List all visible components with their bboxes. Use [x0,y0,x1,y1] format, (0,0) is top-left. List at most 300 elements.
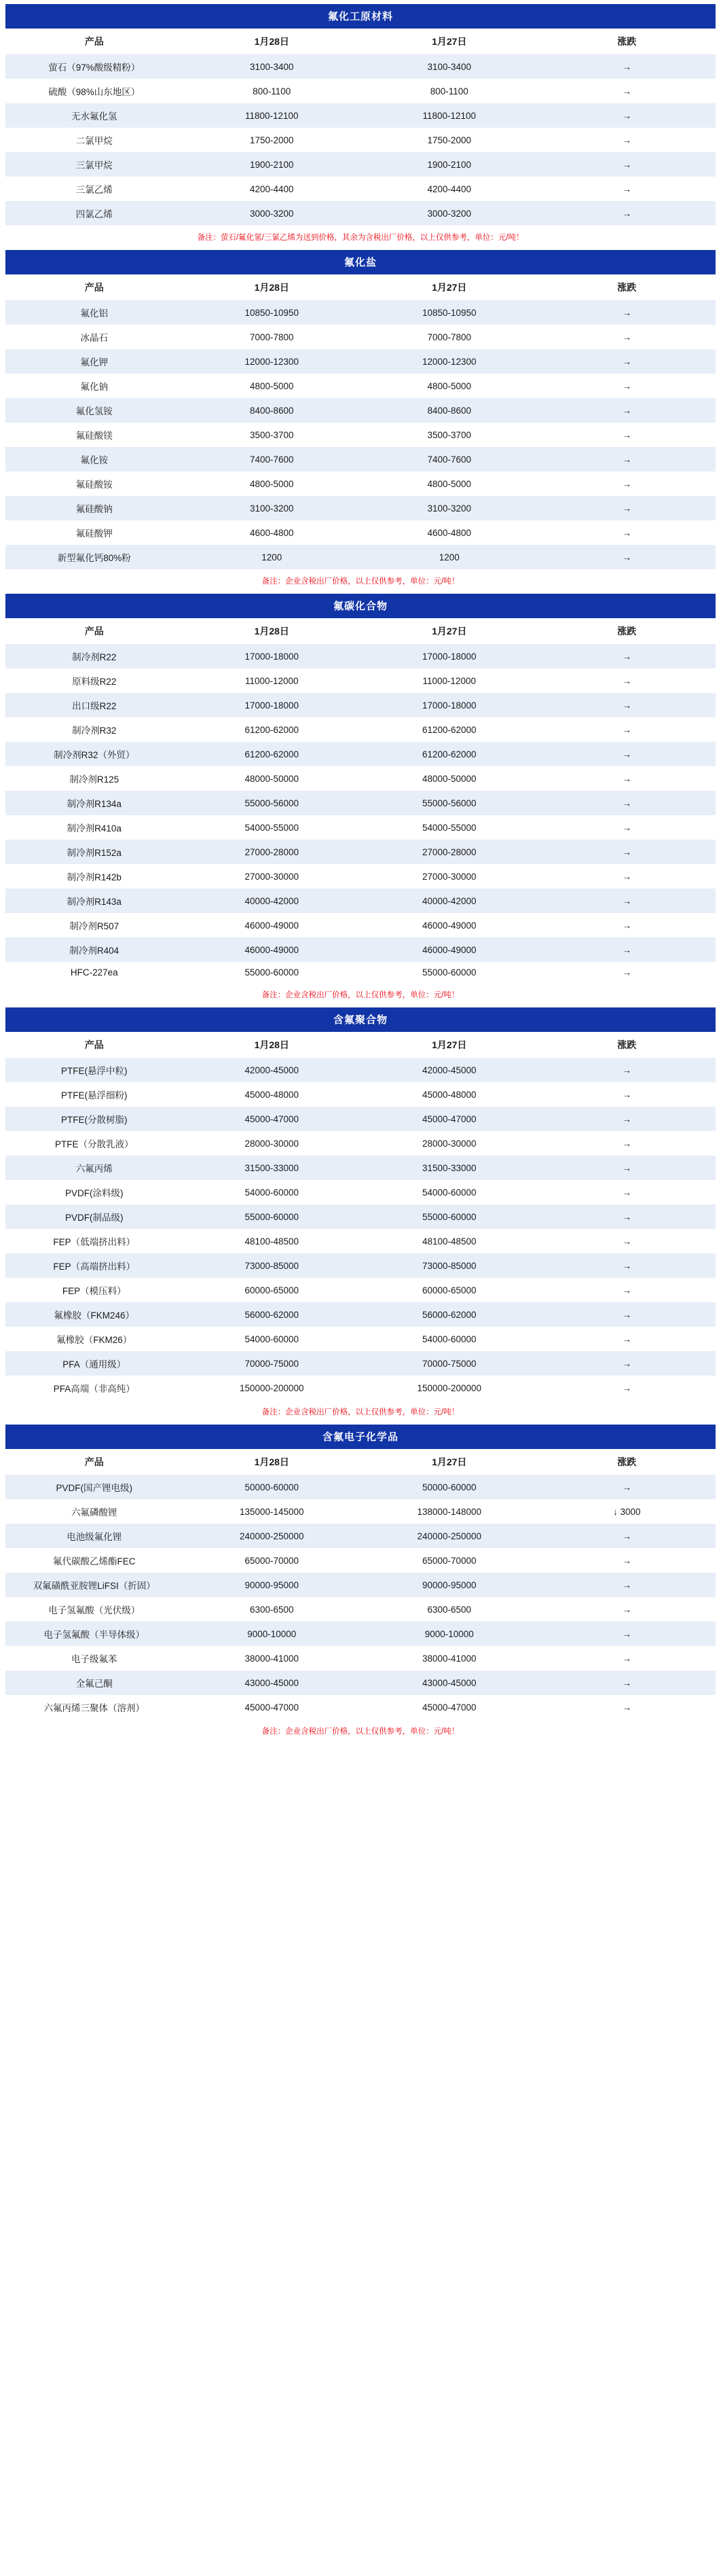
section-note: 备注：企业含税出厂价格，以上仅供参考，单位：元/吨！ [5,569,716,594]
price-day-1: 73000-85000 [183,1253,361,1278]
price-day-2: 54000-60000 [360,1180,538,1204]
price-day-1: 50000-60000 [183,1475,361,1499]
price-day-1: 8400-8600 [183,398,361,423]
table-row [5,717,716,742]
change-flat-icon: → [538,54,716,79]
price-day-1: 4200-4400 [183,177,361,201]
price-day-1: 55000-60000 [183,1204,361,1229]
product-name: PTFE(悬浮中粒) [5,1058,183,1082]
change-flat-icon: → [538,864,716,889]
change-flat-icon: → [538,128,716,152]
price-day-1: 7400-7600 [183,447,361,471]
header-change: 涨跌 [538,274,716,300]
change-flat-icon: → [538,840,716,864]
table-row [5,128,716,152]
price-day-1: 1900-2100 [183,152,361,177]
table-row [5,103,716,128]
product-name: PFA高端（非高纯） [5,1376,183,1400]
price-day-1: 3000-3200 [183,201,361,226]
table-row [5,1107,716,1131]
price-day-2: 1900-2100 [360,152,538,177]
table-row [5,1253,716,1278]
price-day-2: 4800-5000 [360,471,538,496]
product-name: 四氯乙烯 [5,201,183,226]
table-row [5,742,716,766]
price-day-2: 17000-18000 [360,693,538,717]
price-day-2: 42000-45000 [360,1058,538,1082]
table-row [5,1376,716,1400]
price-day-1: 11000-12000 [183,668,361,693]
price-day-2: 70000-75000 [360,1351,538,1376]
price-day-2: 61200-62000 [360,742,538,766]
price-day-1: 48100-48500 [183,1229,361,1253]
product-name: 全氟己酮 [5,1670,183,1695]
table-row [5,1548,716,1573]
section-title: 氟化盐 [5,250,716,274]
product-name: 制冷剂R404 [5,937,183,962]
price-day-1: 42000-45000 [183,1058,361,1082]
product-name: 制冷剂R32 [5,717,183,742]
table-row [5,1302,716,1327]
table-row [5,913,716,937]
header-change: 涨跌 [538,1449,716,1475]
section-note: 备注：萤石/氟化氢/三氯乙烯为送到价格，其余为含税出厂价格，以上仅供参考，单位：元/吨！ [5,226,716,250]
table-row [5,1229,716,1253]
header-product: 产品 [5,618,183,644]
price-day-2: 46000-49000 [360,913,538,937]
section-title-row [5,250,716,274]
product-name: 三氯甲烷 [5,152,183,177]
product-name: 电池级氟化锂 [5,1524,183,1548]
price-day-1: 45000-47000 [183,1107,361,1131]
product-name: PTFE（分散乳液） [5,1131,183,1156]
price-day-1: 27000-28000 [183,840,361,864]
change-flat-icon: → [538,1670,716,1695]
price-day-2: 150000-200000 [360,1376,538,1400]
product-name: 氟硅酸镁 [5,423,183,447]
section-note-row [5,1400,716,1425]
change-flat-icon: → [538,398,716,423]
table-row [5,889,716,913]
product-name: PTFE(分散树脂) [5,1107,183,1131]
price-day-1: 56000-62000 [183,1302,361,1327]
header-date-2: 1月27日 [360,29,538,54]
change-flat-icon: → [538,1351,716,1376]
product-name: 硫酸（98%山东地区） [5,79,183,103]
table-row [5,1622,716,1646]
product-name: 六氟丙烯 [5,1156,183,1180]
header-change: 涨跌 [538,618,716,644]
table-row [5,300,716,325]
product-name: 制冷剂R142b [5,864,183,889]
price-day-2: 43000-45000 [360,1670,538,1695]
price-day-2: 54000-55000 [360,815,538,840]
table-row [5,1573,716,1597]
change-down-indicator: ↓ 3000 [538,1499,716,1524]
price-day-2: 60000-65000 [360,1278,538,1302]
change-flat-icon: → [538,471,716,496]
product-name: PVDF(国产锂电级) [5,1475,183,1499]
header-date-2: 1月27日 [360,1449,538,1475]
table-row [5,349,716,374]
price-day-1: 11800-12100 [183,103,361,128]
change-flat-icon: → [538,766,716,791]
table-header-row [5,1032,716,1058]
table-row [5,1499,716,1524]
section-title-row [5,4,716,29]
table-row [5,791,716,815]
table-row [5,152,716,177]
price-day-1: 150000-200000 [183,1376,361,1400]
change-flat-icon: → [538,1573,716,1597]
table-row [5,496,716,520]
product-name: 氟硅酸钠 [5,496,183,520]
price-day-2: 48100-48500 [360,1229,538,1253]
product-name: FEP（低端挤出料） [5,1229,183,1253]
change-flat-icon: → [538,1058,716,1082]
price-day-2: 27000-30000 [360,864,538,889]
price-day-2: 11800-12100 [360,103,538,128]
section-note-row [5,983,716,1007]
section-note-row [5,569,716,594]
change-flat-icon: → [538,545,716,569]
price-day-2: 4800-5000 [360,374,538,398]
price-day-2: 73000-85000 [360,1253,538,1278]
table-row [5,374,716,398]
product-name: PFA（通用级） [5,1351,183,1376]
product-name: PVDF(制品级) [5,1204,183,1229]
change-flat-icon: → [538,742,716,766]
price-day-2: 40000-42000 [360,889,538,913]
header-product: 产品 [5,274,183,300]
price-day-2: 10850-10950 [360,300,538,325]
change-flat-icon: → [538,1131,716,1156]
change-flat-icon: → [538,1524,716,1548]
price-day-1: 9000-10000 [183,1622,361,1646]
price-table [5,4,716,250]
price-day-2: 54000-60000 [360,1327,538,1351]
price-day-2: 3100-3200 [360,496,538,520]
section-note-row [5,1719,716,1744]
price-day-1: 31500-33000 [183,1156,361,1180]
table-row [5,1670,716,1695]
price-day-2: 55000-60000 [360,1204,538,1229]
change-flat-icon: → [538,1597,716,1622]
price-day-1: 27000-30000 [183,864,361,889]
price-day-1: 3100-3400 [183,54,361,79]
price-day-1: 38000-41000 [183,1646,361,1670]
price-day-1: 6300-6500 [183,1597,361,1622]
table-row [5,1180,716,1204]
table-header-row [5,1449,716,1475]
section-title-row [5,594,716,618]
table-row [5,1058,716,1082]
price-day-1: 54000-55000 [183,815,361,840]
price-day-1: 55000-56000 [183,791,361,815]
header-product: 产品 [5,29,183,54]
price-day-2: 3500-3700 [360,423,538,447]
table-row [5,447,716,471]
price-table [5,594,716,1007]
price-day-1: 135000-145000 [183,1499,361,1524]
product-name: 氟代碳酸乙烯酯FEC [5,1548,183,1573]
table-row [5,54,716,79]
table-row [5,1646,716,1670]
change-flat-icon: → [538,668,716,693]
product-name: 氟化氢铵 [5,398,183,423]
table-row [5,1156,716,1180]
price-day-2: 9000-10000 [360,1622,538,1646]
change-flat-icon: → [538,962,716,983]
price-day-2: 4600-4800 [360,520,538,545]
price-day-2: 3100-3400 [360,54,538,79]
price-day-1: 70000-75000 [183,1351,361,1376]
section-note: 备注：企业含税出厂价格，以上仅供参考，单位：元/吨！ [5,983,716,1007]
table-row [5,177,716,201]
table-header-row [5,29,716,54]
section-note: 备注：企业含税出厂价格，以上仅供参考，单位：元/吨！ [5,1400,716,1425]
price-day-2: 3000-3200 [360,201,538,226]
section-title-row [5,1007,716,1032]
table-row [5,1327,716,1351]
table-row [5,545,716,569]
product-name: 氟硅酸钾 [5,520,183,545]
price-day-1: 40000-42000 [183,889,361,913]
price-day-1: 12000-12300 [183,349,361,374]
price-day-2: 7400-7600 [360,447,538,471]
header-product: 产品 [5,1449,183,1475]
product-name: 氟化铵 [5,447,183,471]
price-day-1: 54000-60000 [183,1327,361,1351]
change-flat-icon: → [538,1253,716,1278]
price-day-1: 60000-65000 [183,1278,361,1302]
price-day-1: 28000-30000 [183,1131,361,1156]
price-day-1: 61200-62000 [183,717,361,742]
change-flat-icon: → [538,177,716,201]
price-day-2: 8400-8600 [360,398,538,423]
section-note: 备注：企业含税出厂价格，以上仅供参考，单位：元/吨！ [5,1719,716,1744]
table-row [5,766,716,791]
change-flat-icon: → [538,1082,716,1107]
table-row [5,1082,716,1107]
table-row [5,398,716,423]
change-flat-icon: → [538,1646,716,1670]
change-flat-icon: → [538,815,716,840]
product-name: 氟化铝 [5,300,183,325]
product-name: 电子氢氟酸（半导体级） [5,1622,183,1646]
price-day-2: 11000-12000 [360,668,538,693]
change-flat-icon: → [538,1302,716,1327]
product-name: 电子级氟苯 [5,1646,183,1670]
section-title: 含氟电子化学品 [5,1425,716,1449]
product-name: 氟橡胶（FKM26） [5,1327,183,1351]
product-name: 六氟丙烯三聚体（溶剂） [5,1695,183,1719]
price-day-1: 3100-3200 [183,496,361,520]
change-flat-icon: → [538,79,716,103]
price-day-1: 65000-70000 [183,1548,361,1573]
price-day-1: 17000-18000 [183,693,361,717]
sections-container [5,4,716,1744]
product-name: 氟化钾 [5,349,183,374]
product-name: PVDF(涂料级) [5,1180,183,1204]
price-day-2: 45000-47000 [360,1695,538,1719]
price-day-1: 48000-50000 [183,766,361,791]
price-day-1: 45000-48000 [183,1082,361,1107]
table-row [5,644,716,668]
table-row [5,840,716,864]
table-row [5,962,716,983]
price-day-2: 800-1100 [360,79,538,103]
change-flat-icon: → [538,1107,716,1131]
header-change: 涨跌 [538,1032,716,1058]
header-change: 涨跌 [538,29,716,54]
product-name: 萤石（97%酸级精粉） [5,54,183,79]
product-name: 制冷剂R125 [5,766,183,791]
price-day-1: 17000-18000 [183,644,361,668]
product-name: 双氟磺酰亚胺锂LiFSI（折固） [5,1573,183,1597]
change-flat-icon: → [538,1156,716,1180]
product-name: PTFE(悬浮细粉) [5,1082,183,1107]
product-name: HFC-227ea [5,962,183,983]
change-flat-icon: → [538,201,716,226]
table-row [5,1204,716,1229]
change-flat-icon: → [538,423,716,447]
change-flat-icon: → [538,1204,716,1229]
price-day-2: 48000-50000 [360,766,538,791]
price-day-2: 12000-12300 [360,349,538,374]
price-day-2: 46000-49000 [360,937,538,962]
section-note-row [5,226,716,250]
header-date-1: 1月28日 [183,274,361,300]
product-name: 制冷剂R134a [5,791,183,815]
price-day-1: 46000-49000 [183,937,361,962]
product-name: FEP（高端挤出料） [5,1253,183,1278]
product-name: 二氯甲烷 [5,128,183,152]
price-day-2: 6300-6500 [360,1597,538,1622]
price-day-2: 45000-48000 [360,1082,538,1107]
header-date-1: 1月28日 [183,1032,361,1058]
price-day-2: 1750-2000 [360,128,538,152]
price-day-1: 7000-7800 [183,325,361,349]
change-flat-icon: → [538,717,716,742]
product-name: 原料级R22 [5,668,183,693]
price-day-1: 4800-5000 [183,471,361,496]
table-row [5,1475,716,1499]
product-name: 六氟磷酸锂 [5,1499,183,1524]
product-name: 制冷剂R22 [5,644,183,668]
section-title: 含氟聚合物 [5,1007,716,1032]
price-day-1: 90000-95000 [183,1573,361,1597]
price-day-2: 65000-70000 [360,1548,538,1573]
product-name: 制冷剂R507 [5,913,183,937]
table-row [5,423,716,447]
table-row [5,1524,716,1548]
table-row [5,864,716,889]
table-row [5,937,716,962]
change-flat-icon: → [538,103,716,128]
price-day-1: 4600-4800 [183,520,361,545]
header-date-2: 1月27日 [360,618,538,644]
product-name: 氟化钠 [5,374,183,398]
change-flat-icon: → [538,496,716,520]
price-day-2: 90000-95000 [360,1573,538,1597]
product-name: FEP（模压料） [5,1278,183,1302]
price-day-1: 800-1100 [183,79,361,103]
change-flat-icon: → [538,325,716,349]
change-flat-icon: → [538,520,716,545]
price-day-1: 54000-60000 [183,1180,361,1204]
change-flat-icon: → [538,1327,716,1351]
change-flat-icon: → [538,693,716,717]
price-day-2: 61200-62000 [360,717,538,742]
price-day-2: 28000-30000 [360,1131,538,1156]
product-name: 制冷剂R32（外贸） [5,742,183,766]
price-day-2: 55000-56000 [360,791,538,815]
product-name: 氟橡胶（FKM246） [5,1302,183,1327]
change-flat-icon: → [538,1622,716,1646]
table-row [5,471,716,496]
product-name: 电子氢氟酸（光伏级） [5,1597,183,1622]
price-day-1: 240000-250000 [183,1524,361,1548]
price-day-1: 45000-47000 [183,1695,361,1719]
header-date-1: 1月28日 [183,29,361,54]
table-row [5,693,716,717]
product-name: 出口级R22 [5,693,183,717]
table-row [5,1131,716,1156]
price-day-2: 38000-41000 [360,1646,538,1670]
table-row [5,325,716,349]
section-title: 氟化工原材料 [5,4,716,29]
price-day-2: 45000-47000 [360,1107,538,1131]
price-day-2: 27000-28000 [360,840,538,864]
change-flat-icon: → [538,644,716,668]
product-name: 制冷剂R410a [5,815,183,840]
change-flat-icon: → [538,889,716,913]
change-flat-icon: → [538,374,716,398]
table-row [5,1278,716,1302]
price-day-1: 4800-5000 [183,374,361,398]
product-name: 新型氟化钙80%粉 [5,545,183,569]
section-title-row [5,1425,716,1449]
price-day-2: 55000-60000 [360,962,538,983]
price-day-2: 138000-148000 [360,1499,538,1524]
product-name: 冰晶石 [5,325,183,349]
price-day-2: 56000-62000 [360,1302,538,1327]
table-row [5,668,716,693]
table-row [5,1351,716,1376]
header-date-1: 1月28日 [183,618,361,644]
price-table [5,250,716,594]
change-flat-icon: → [538,937,716,962]
change-flat-icon: → [538,300,716,325]
change-flat-icon: → [538,447,716,471]
change-flat-icon: → [538,1180,716,1204]
price-day-1: 61200-62000 [183,742,361,766]
price-day-1: 3500-3700 [183,423,361,447]
change-flat-icon: → [538,1548,716,1573]
change-flat-icon: → [538,152,716,177]
table-row [5,1695,716,1719]
table-row [5,79,716,103]
price-day-1: 1200 [183,545,361,569]
table-header-row [5,274,716,300]
price-day-2: 7000-7800 [360,325,538,349]
header-date-1: 1月28日 [183,1449,361,1475]
change-flat-icon: → [538,1278,716,1302]
price-table [5,1425,716,1744]
price-day-1: 46000-49000 [183,913,361,937]
price-table [5,1007,716,1425]
